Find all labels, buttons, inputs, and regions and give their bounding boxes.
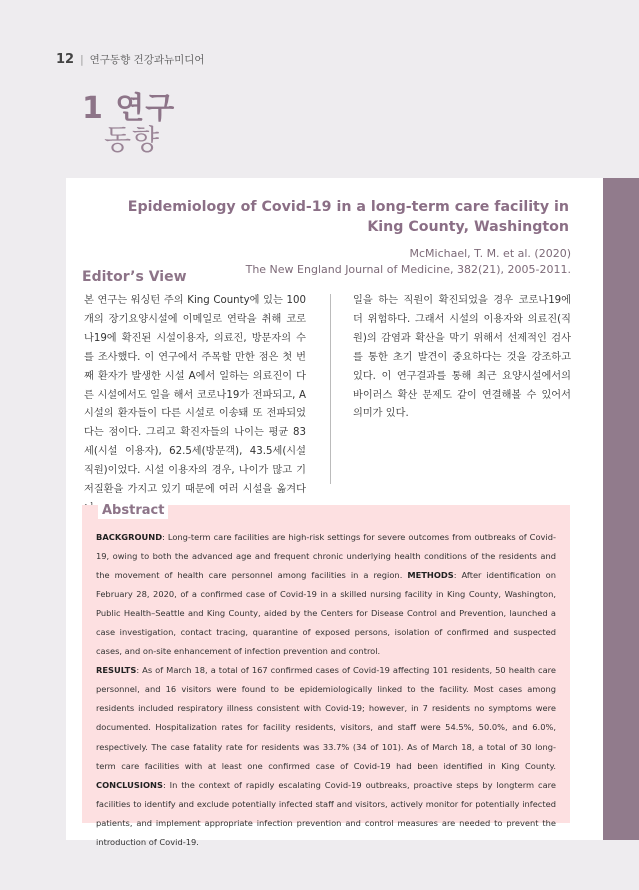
section-title xyxy=(82,92,175,156)
section-title-line1: 1 연구 xyxy=(82,91,176,126)
methods-text: : After identification on February 28, 2020, of a confirmed case of Covid-19 in a skilled nursing facility in King County, Washington, Public Health–Seattle and King County, aided by the Centers for Disease Control and Prevention, launched a case investigation, contact tracing, quarantine of exposed persons, isolation of confirmed and suspected cases, and on-site enhancement of infection prevention and control. xyxy=(96,570,556,657)
conclusions-label: CONCLUSIONS xyxy=(96,779,163,790)
editors-view-heading: Editor’s View xyxy=(82,269,187,285)
results-label: RESULTS xyxy=(96,665,137,676)
header-separator: | xyxy=(80,54,84,66)
publication-name: 연구동향 건강과뉴미디어 xyxy=(89,54,205,66)
side-accent-bar xyxy=(603,178,639,840)
article-card xyxy=(66,178,603,847)
editors-view-column-2: 일을 하는 직원이 확진되었을 경우 코로나19에 더 위험하다. 그래서 시설의 이용자와 의료진(직원)의 감염과 확산을 막기 위해서 선제적인 검사를 통한 초기 발견이 중요하다는 것을 강조하고 있다. 이 연구결과를 통해 최근 요양시설에서의 바이러스 확산 문제도 같이 연결해볼 수 있어서 의미가 있다. xyxy=(353,295,571,420)
methods-label: METHODS xyxy=(407,570,454,581)
conclusions-text: : In the context of rapidly escalating Covid-19 outbreaks, proactive steps by longterm care facilities to identify and exclude potentially infected staff and visitors, actively monitor for potentially infected patients, and implement appropriate infection prevention and control measures are needed to prevent the introduction of Covid-19. xyxy=(96,779,556,847)
citation xyxy=(246,246,571,278)
article-title: Epidemiology of Covid-19 in a long-term care facility in King County, Washington xyxy=(127,199,569,235)
citation-journal: The New England Journal of Medicine, 382(21), 2005-2011. xyxy=(245,263,571,276)
background-label: BACKGROUND xyxy=(96,532,163,542)
running-header xyxy=(56,52,205,67)
column-divider xyxy=(330,294,331,484)
section-title-line2: 동향 xyxy=(104,123,161,156)
page-number: 12 xyxy=(56,52,75,67)
editors-view-column-1: 본 연구는 워싱턴 주의 King County에 있는 100개의 장기요양시설에 이메일로 연락을 취해 코로나19에 확진된 시설이용자, 의료진, 방문자의 수를 조사했다. 이 연구에서 주목할 만한 점은 첫 번째 환자가 발생한 시설 A에서 일하는 의료진이 다른 시설에서도 일을 해서 코로나19가 전파되고, A 시설의 환자들이 다른 시설로 이송돼 또 전파되었다는 점이다. 그리고 확진자들의 나이는 평균 83세(시설 이용자), 62.5세(방문객), 43.5세(시설 직원)이었다. 시설 이용자의 경우, 나이가 많고 기저질환을 가지고 있기 때문에 여러 시설을 옮겨다 xyxy=(84,295,306,496)
citation-authors: McMichael, T. M. et al. (2020) xyxy=(409,247,571,260)
results-text: : As of March 18, a total of 167 confirmed cases of Covid-19 affecting 101 residents, 50 health care personnel, and 16 visitors were found to be epidemiologically linked to the facility. Most cases among residents included respiratory illness consistent with Covid-19; however, in 7 residents no symptoms were documented. Hospitalization rates for facility residents, visitors, and staff were 54.5%, 50.0%, and 6.0%, respectively. The case fatality rate for residents was 33.7% (34 of 101). As of March 18, a total of 30 long-term care facilities with at least one confirmed case of Covid-19 had been identified in King County. xyxy=(96,665,556,771)
abstract-text xyxy=(96,528,556,852)
abstract-heading: Abstract xyxy=(98,502,168,519)
background-text: : Long-term care facilities are high-risk settings for severe outcomes from outbreaks of Covid-19, owing to both the advanced age and frequent chronic underlying health conditions of the residents and the movement of health care personnel among facilities in a region. xyxy=(96,532,556,581)
